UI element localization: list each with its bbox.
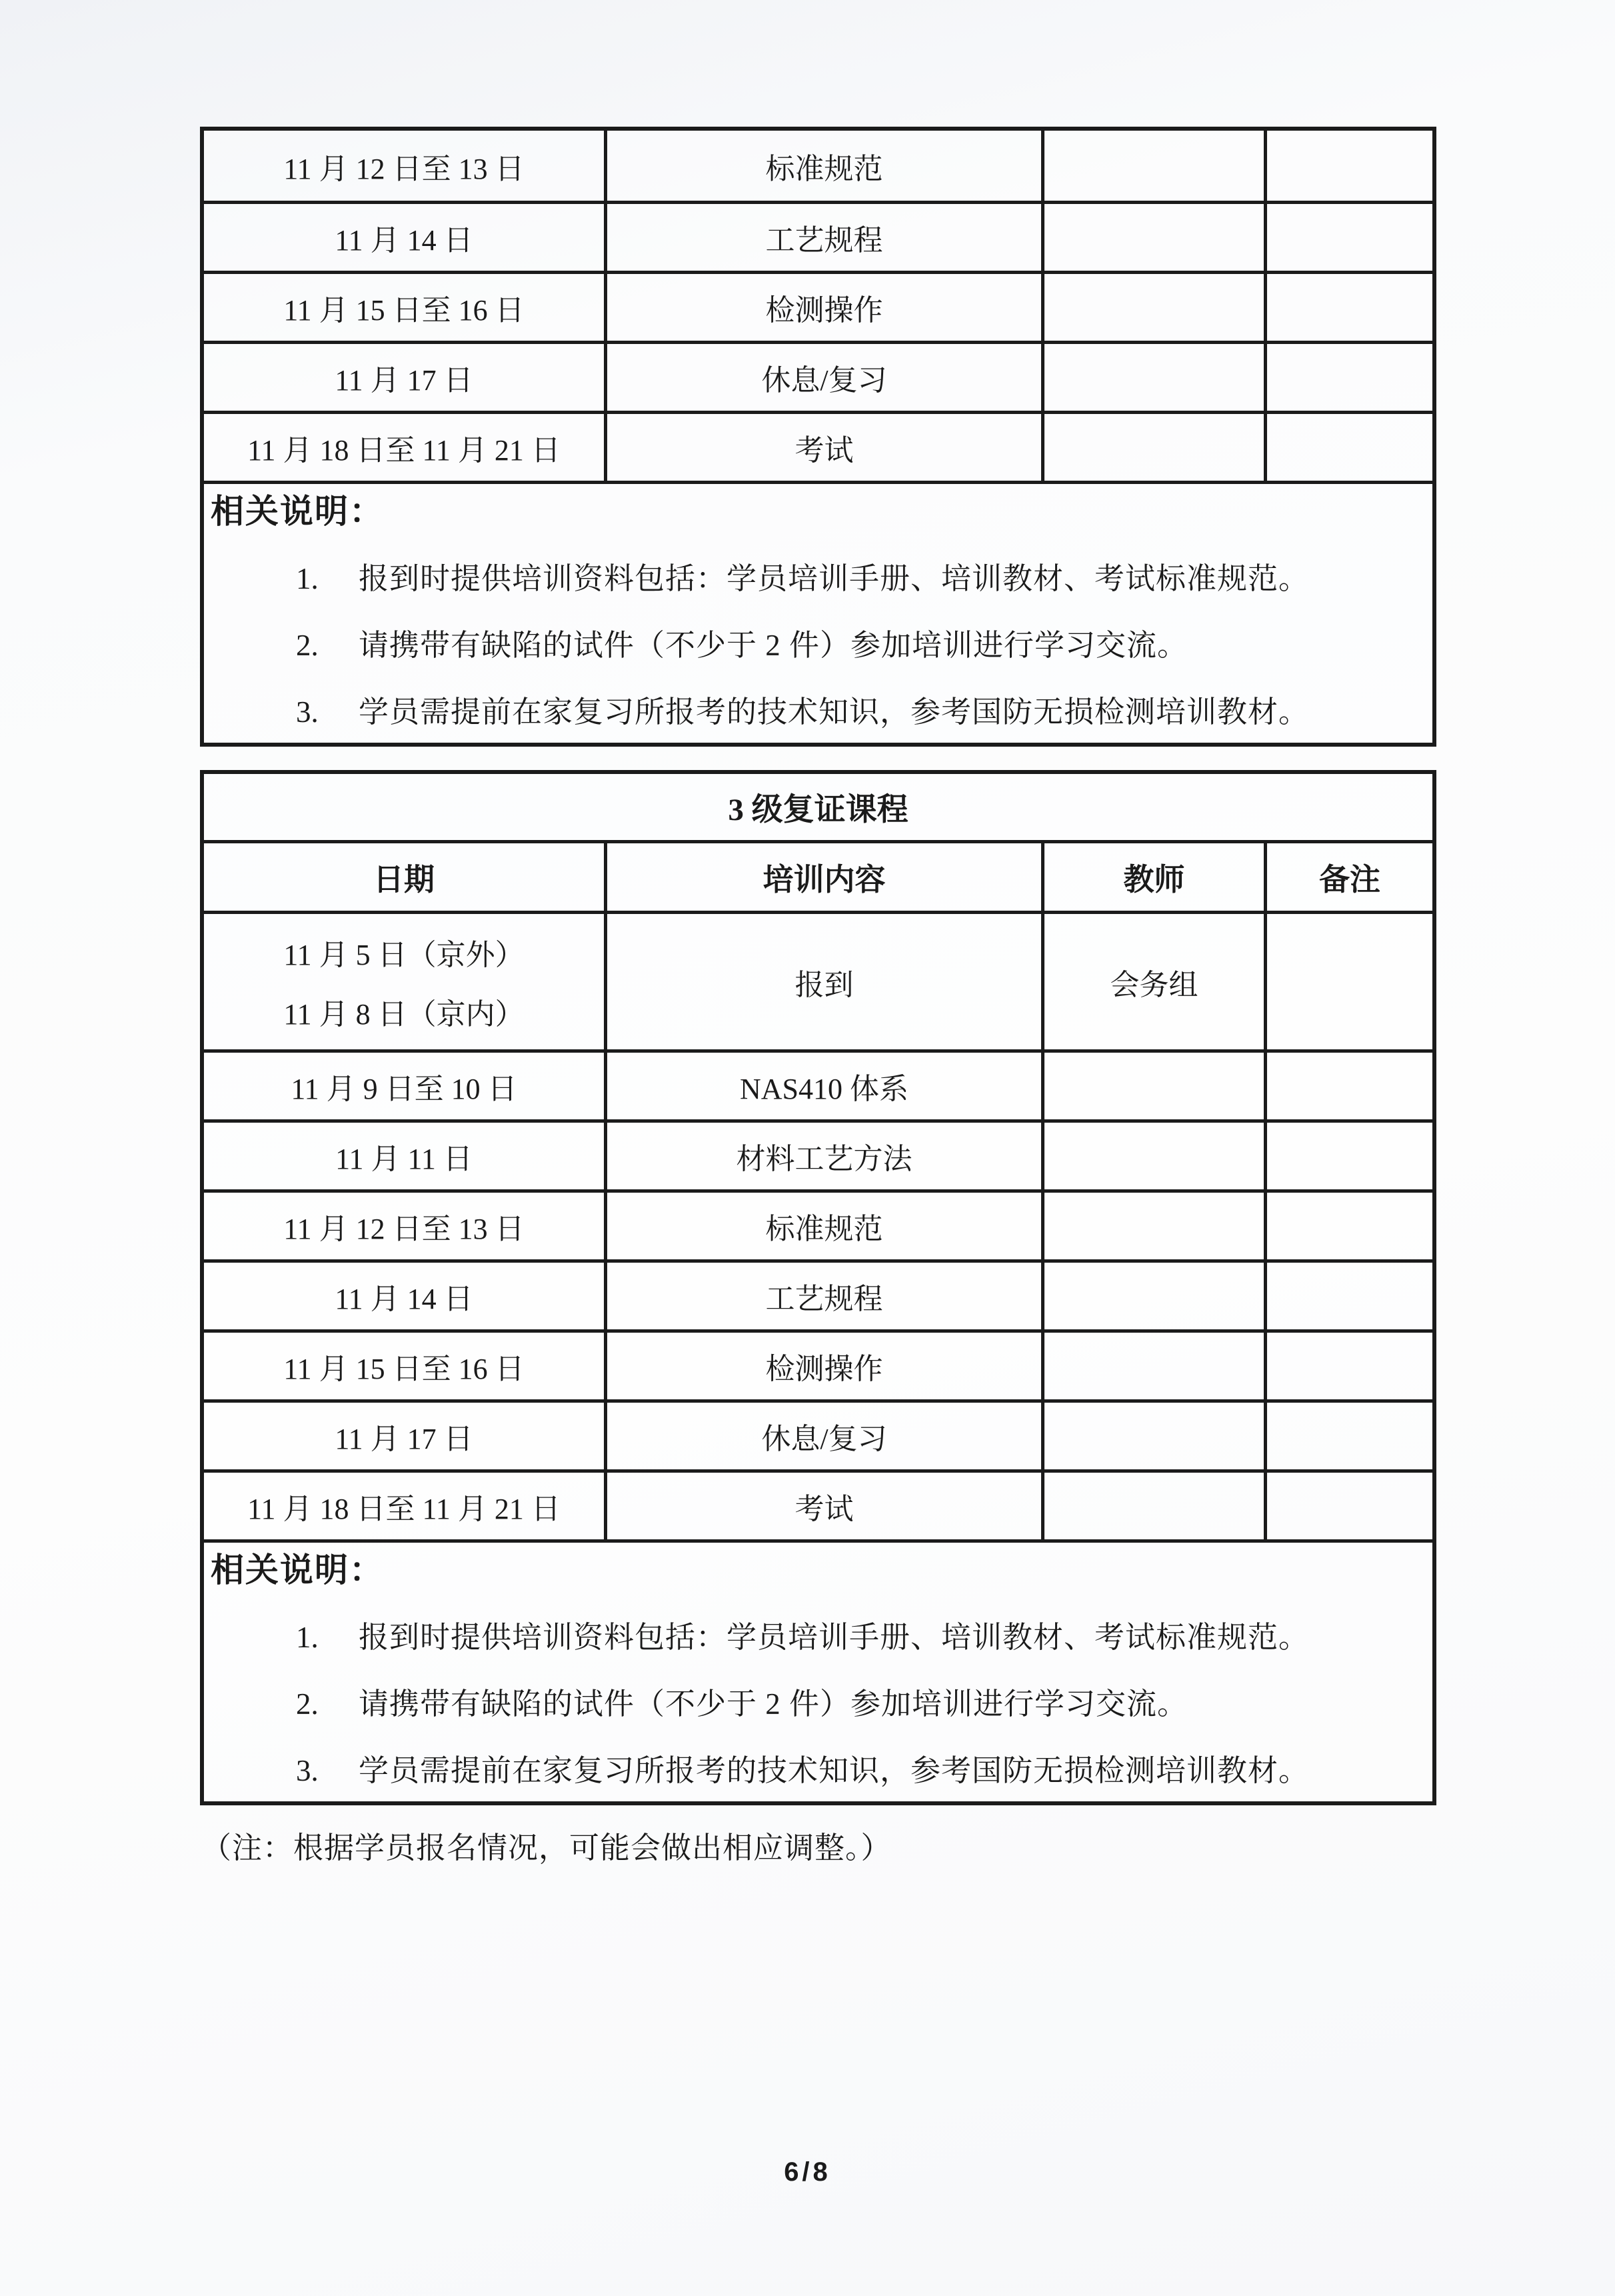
date-cell: 11 月 17 日 (335, 364, 473, 397)
table-row (204, 271, 1432, 341)
date-cell: 11 月 15 日至 16 日 (283, 1353, 525, 1385)
table-row (204, 1189, 1432, 1259)
table-row (204, 1119, 1432, 1189)
content-cell: 材料工艺方法 (604, 1123, 1041, 1189)
content-cell: 休息/复习 (604, 1403, 1041, 1469)
remark-cell (1264, 1333, 1432, 1399)
note-text: 学员需提前在家复习所报考的技术知识，参考国防无损检测培训教材。 (359, 1754, 1310, 1787)
table-row (204, 1049, 1432, 1119)
content-cell: NAS410 体系 (604, 1053, 1041, 1119)
teacher-cell (1041, 1333, 1264, 1399)
note-number: 1. (296, 562, 319, 595)
note-text: 学员需提前在家复习所报考的技术知识，参考国防无损检测培训教材。 (359, 695, 1310, 729)
note-item (211, 692, 1416, 732)
date-cell: 11 月 17 日 (335, 1423, 473, 1455)
teacher-cell: 会务组 (1041, 914, 1264, 1049)
remark-cell (1264, 204, 1432, 271)
note-item (211, 625, 1416, 665)
date-cell: 11 月 14 日 (335, 1283, 473, 1315)
remark-cell (1264, 1263, 1432, 1329)
date-line-2: 11 月 8 日（京内） (283, 998, 525, 1031)
table-row (204, 131, 1432, 201)
remark-cell (1264, 344, 1432, 411)
teacher-cell (1041, 1473, 1264, 1539)
date-cell: 11 月 14 日 (335, 224, 473, 257)
remark-cell (1264, 1193, 1432, 1259)
teacher-cell (1041, 344, 1264, 411)
note-item (211, 1751, 1416, 1791)
date-cell (204, 914, 604, 1049)
note-item (211, 1684, 1416, 1724)
note-number: 2. (296, 1687, 319, 1721)
table-row (204, 1329, 1432, 1399)
header-content: 培训内容 (604, 843, 1041, 911)
table-row (204, 201, 1432, 271)
content-cell: 考试 (604, 414, 1041, 481)
remark-cell (1264, 274, 1432, 341)
content-cell: 检测操作 (604, 1333, 1041, 1399)
note-item (211, 1617, 1416, 1657)
content-cell: 标准规范 (604, 131, 1041, 201)
level3-recert-course-table (200, 770, 1436, 1805)
content-cell: 考试 (604, 1473, 1041, 1539)
checkin-row (204, 911, 1432, 1049)
note-text: 报到时提供培训资料包括：学员培训手册、培训教材、考试标准规范。 (359, 1621, 1310, 1654)
note-number: 2. (296, 629, 319, 662)
date-stack (204, 914, 604, 1049)
date-line-1: 11 月 5 日（京外） (283, 939, 525, 971)
teacher-cell (1041, 1123, 1264, 1189)
header-date: 日期 (373, 862, 435, 897)
notes-section-bottom (204, 1539, 1432, 1801)
note-number: 1. (296, 1621, 319, 1654)
content-cell: 标准规范 (604, 1193, 1041, 1259)
date-cell: 11 月 11 日 (335, 1143, 473, 1175)
table-row (204, 1399, 1432, 1469)
teacher-cell (1041, 1403, 1264, 1469)
header-teacher: 教师 (1041, 843, 1264, 911)
course-schedule-table-top (200, 127, 1436, 747)
note-number: 3. (296, 695, 319, 729)
content-cell: 休息/复习 (604, 344, 1041, 411)
remark-cell (1264, 914, 1432, 1049)
date-cell: 11 月 18 日至 11 月 21 日 (247, 434, 561, 467)
remark-cell (1264, 1473, 1432, 1539)
note-text: 报到时提供培训资料包括：学员培训手册、培训教材、考试标准规范。 (359, 562, 1310, 595)
note-text: 请携带有缺陷的试件（不少于 2 件）参加培训进行学习交流。 (359, 1687, 1188, 1721)
content-cell: 报到 (604, 914, 1041, 1049)
teacher-cell (1041, 1193, 1264, 1259)
date-cell: 11 月 15 日至 16 日 (283, 294, 525, 327)
table-row (204, 1469, 1432, 1539)
table-header-row (204, 840, 1432, 911)
adjustment-footnote: （注：根据学员报名情况，可能会做出相应调整。） (201, 1831, 892, 1865)
date-cell: 11 月 18 日至 11 月 21 日 (247, 1493, 561, 1525)
content-cell: 工艺规程 (604, 204, 1041, 271)
teacher-cell (1041, 274, 1264, 341)
teacher-cell (1041, 204, 1264, 271)
table-row (204, 411, 1432, 481)
remark-cell (1264, 1053, 1432, 1119)
teacher-cell (1041, 1263, 1264, 1329)
remark-cell (1264, 1403, 1432, 1469)
teacher-cell (1041, 414, 1264, 481)
table-title: 3 级复证课程 (728, 793, 908, 827)
remark-cell (1264, 414, 1432, 481)
remark-cell (1264, 1123, 1432, 1189)
note-number: 3. (296, 1754, 319, 1787)
notes-section-top (204, 481, 1432, 743)
note-text: 请携带有缺陷的试件（不少于 2 件）参加培训进行学习交流。 (359, 629, 1188, 662)
date-cell: 11 月 9 日至 10 日 (291, 1073, 517, 1105)
teacher-cell (1041, 1053, 1264, 1119)
note-item (211, 559, 1416, 599)
content-cell: 工艺规程 (604, 1263, 1041, 1329)
notes-label: 相关说明： (211, 1551, 384, 1589)
table-row (204, 341, 1432, 411)
table-row (204, 1259, 1432, 1329)
content-cell: 检测操作 (604, 274, 1041, 341)
date-cell: 11 月 12 日至 13 日 (283, 1213, 525, 1245)
date-cell: 11 月 12 日至 13 日 (283, 152, 525, 185)
page-number: 6/8 (784, 2157, 831, 2187)
header-remark: 备注 (1264, 843, 1432, 911)
teacher-cell (1041, 131, 1264, 201)
remark-cell (1264, 131, 1432, 201)
notes-label: 相关说明： (211, 493, 384, 530)
